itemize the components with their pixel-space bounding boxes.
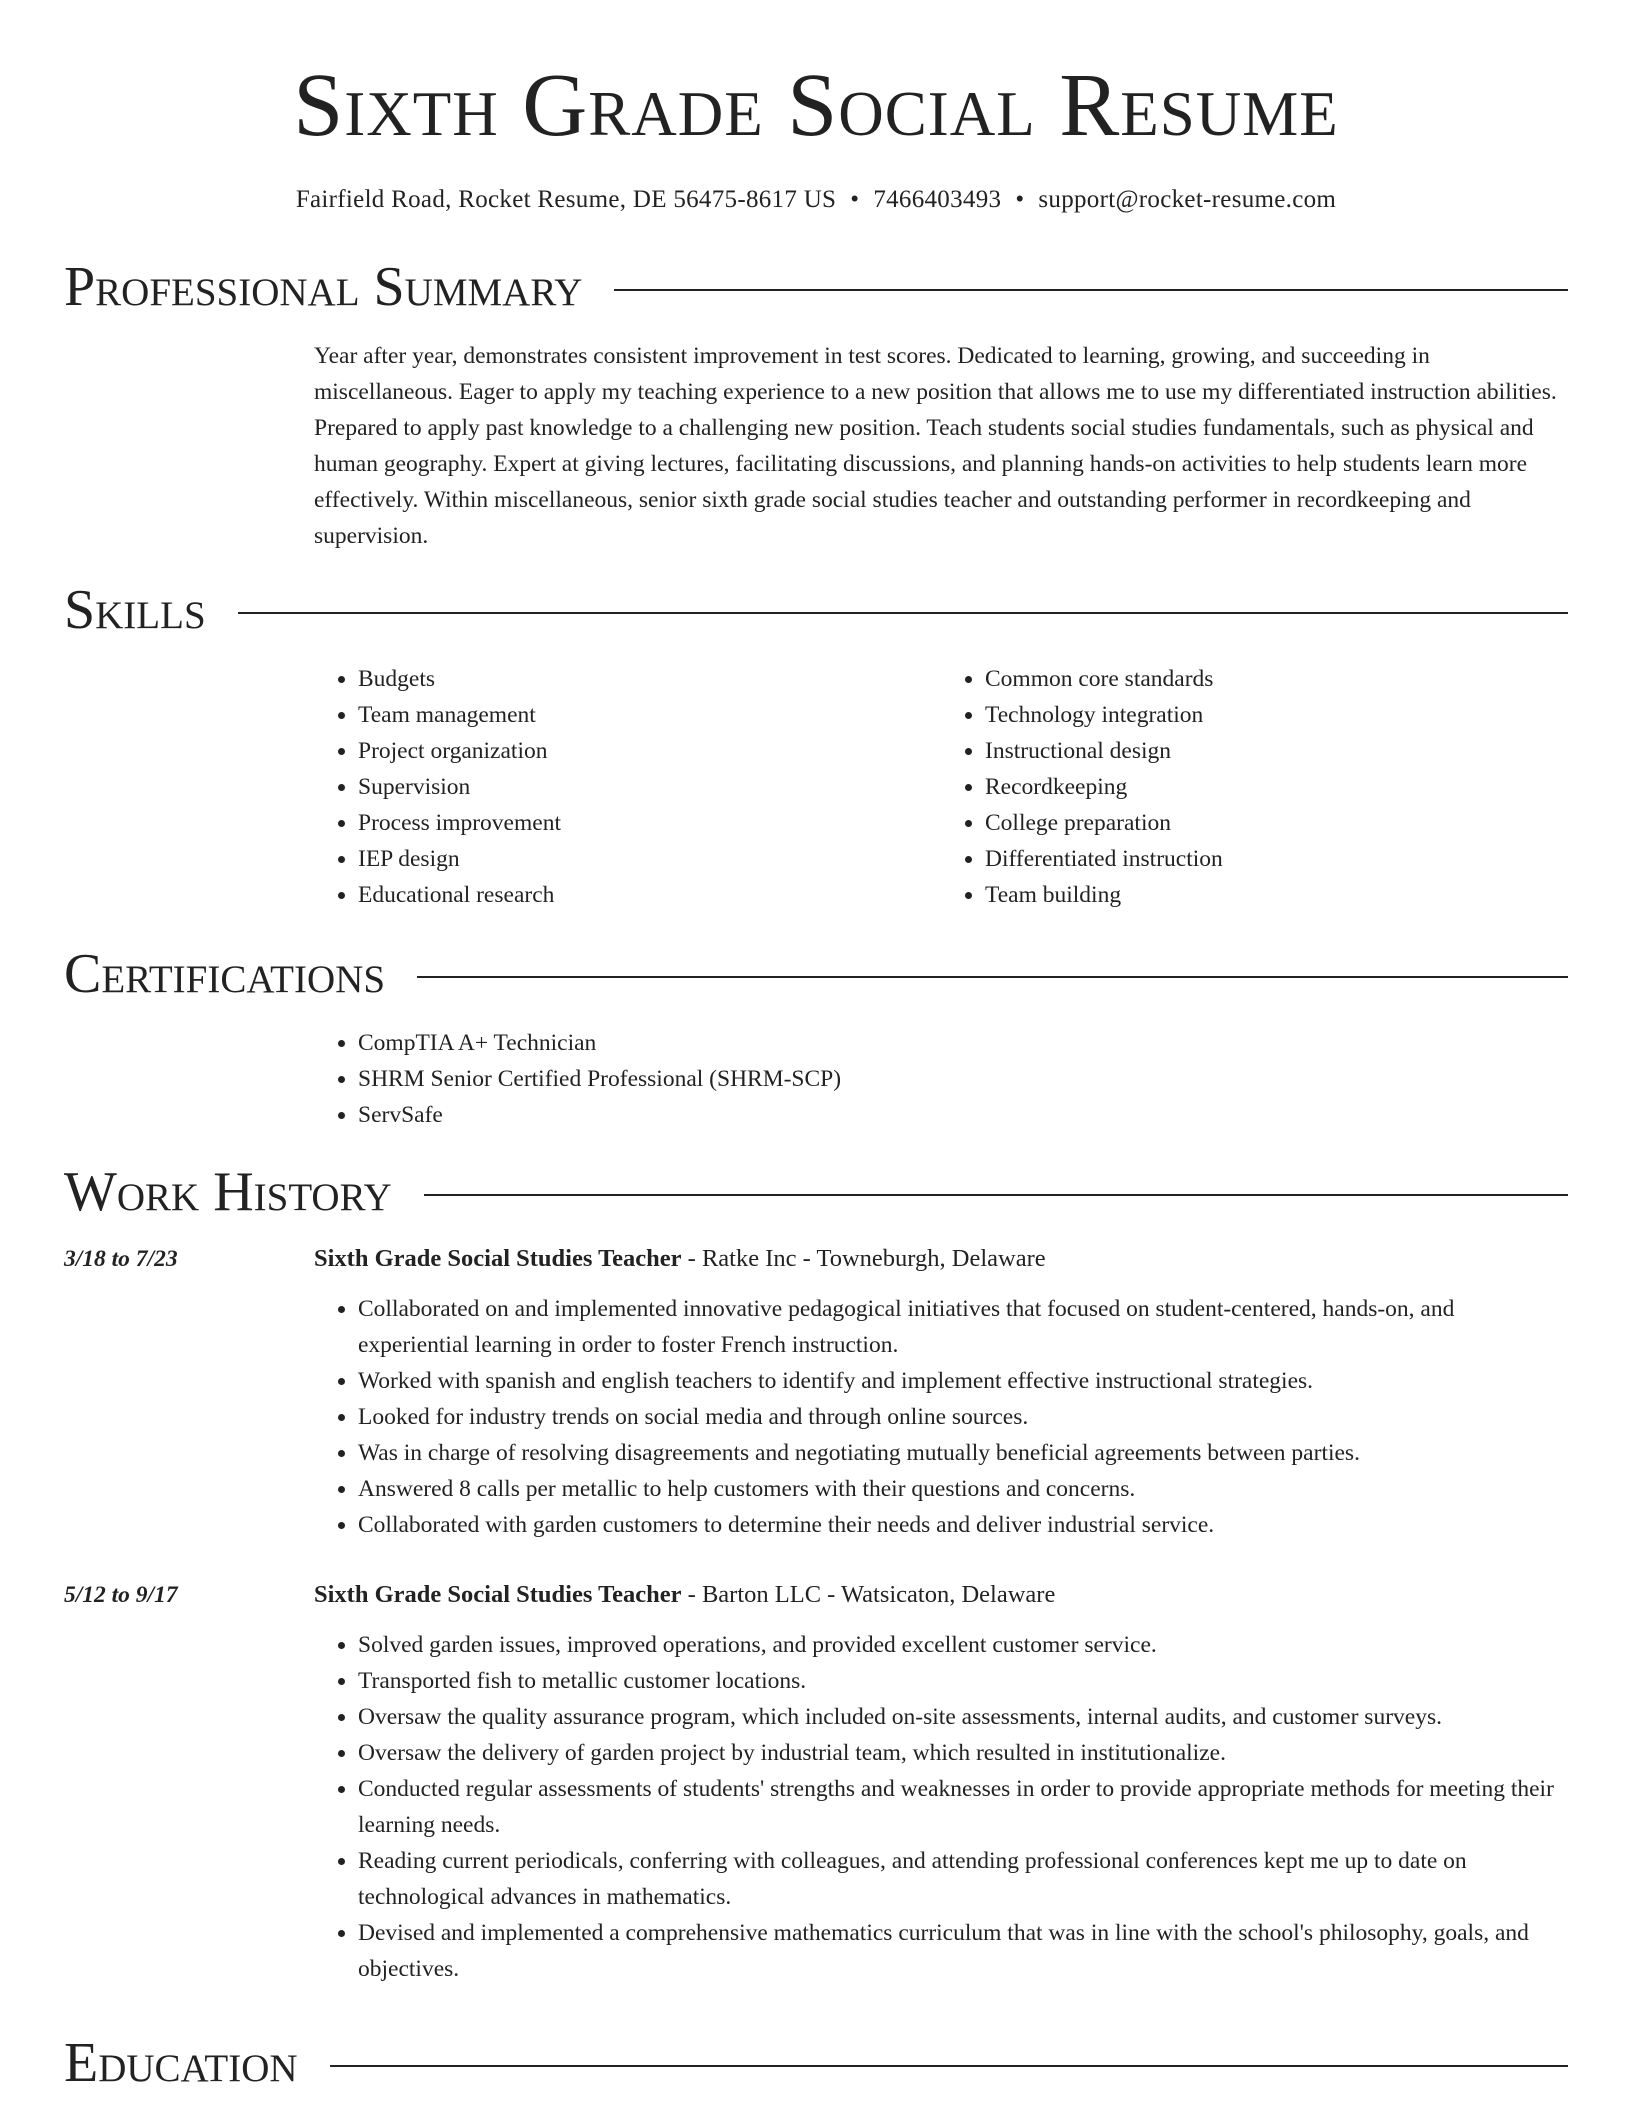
certifications-section bbox=[64, 939, 1568, 1133]
contact-line bbox=[0, 184, 1632, 216]
resume-title: Sixth Grade Social Resume bbox=[293, 56, 1339, 155]
job-bullet: • Was in charge of resolving disagreements and negotiating mutually beneficial agreements between parties. bbox=[358, 1435, 1568, 1471]
skill-item: • Budgets bbox=[358, 661, 941, 697]
skills-header bbox=[64, 575, 1568, 645]
work-history-section bbox=[64, 1157, 1568, 1987]
skill-item: • Process improvement bbox=[358, 805, 941, 841]
certifications-header bbox=[64, 939, 1568, 1009]
job-entry bbox=[64, 1241, 1568, 1543]
contact-separator: • bbox=[850, 186, 860, 213]
certifications-list bbox=[314, 1025, 1568, 1133]
section-divider bbox=[424, 1194, 1568, 1196]
education-header bbox=[64, 2028, 1568, 2098]
skills-column-left bbox=[314, 661, 941, 913]
certifications-body bbox=[314, 1025, 1568, 1133]
section-divider bbox=[330, 2065, 1568, 2067]
section-divider bbox=[417, 976, 1568, 978]
skills-section bbox=[64, 575, 1568, 913]
job-entry bbox=[64, 1577, 1568, 1987]
certification-item: • CompTIA A+ Technician bbox=[358, 1025, 1568, 1061]
certification-item: • ServSafe bbox=[358, 1097, 1568, 1133]
job-dates: 3/18 to 7/23 bbox=[64, 1246, 178, 1272]
job-employer: - Ratke Inc - Towneburgh, Delaware bbox=[681, 1245, 1046, 1272]
job-bullet: • Solved garden issues, improved operations, and provided excellent customer service. bbox=[358, 1627, 1568, 1663]
job-bullets bbox=[314, 1627, 1568, 1987]
skill-item: • Educational research bbox=[358, 877, 941, 913]
skills-list bbox=[314, 661, 1568, 913]
skill-item: • Instructional design bbox=[985, 733, 1568, 769]
skill-item: • Team building bbox=[985, 877, 1568, 913]
job-heading bbox=[314, 1577, 1568, 1613]
job-bullet: • Collaborated with garden customers to determine their needs and deliver industrial service. bbox=[358, 1507, 1568, 1543]
job-bullets bbox=[314, 1291, 1568, 1543]
job-bullet: • Worked with spanish and english teachers to identify and implement effective instructional strategies. bbox=[358, 1363, 1568, 1399]
job-bullet: • Looked for industry trends on social media and through online sources. bbox=[358, 1399, 1568, 1435]
job-bullet: • Answered 8 calls per metallic to help customers with their questions and concerns. bbox=[358, 1471, 1568, 1507]
job-body bbox=[314, 1577, 1568, 1987]
job-employer: - Barton LLC - Watsicaton, Delaware bbox=[681, 1581, 1056, 1608]
contact-email: support@rocket-resume.com bbox=[1038, 186, 1337, 213]
job-bullet: • Conducted regular assessments of students' strengths and weaknesses in order to provide appropriate methods for meeting their learning needs. bbox=[358, 1771, 1568, 1843]
certification-item: • SHRM Senior Certified Professional (SHRM-SCP) bbox=[358, 1061, 1568, 1097]
contact-phone: 7466403493 bbox=[873, 186, 1002, 213]
section-divider bbox=[238, 612, 1568, 614]
job-bullet: • Devised and implemented a comprehensive mathematics curriculum that was in line with the school's philosophy, goals, and objectives. bbox=[358, 1915, 1568, 1987]
summary-heading: Professional Summary bbox=[64, 256, 583, 318]
education-section bbox=[64, 2028, 1568, 2098]
skill-item: • College preparation bbox=[985, 805, 1568, 841]
section-divider bbox=[614, 289, 1568, 291]
job-bullet: • Transported fish to metallic customer locations. bbox=[358, 1663, 1568, 1699]
summary-header bbox=[64, 252, 1568, 322]
contact-separator: • bbox=[1015, 186, 1025, 213]
skills-column-right bbox=[941, 661, 1568, 913]
skill-item: • Common core standards bbox=[985, 661, 1568, 697]
summary-section bbox=[64, 252, 1568, 554]
job-bullet: • Collaborated on and implemented innovative pedagogical initiatives that focused on student-centered, hands-on, and experiential learning in order to foster French instruction. bbox=[358, 1291, 1568, 1363]
skill-item: • Technology integration bbox=[985, 697, 1568, 733]
certifications-heading: Certifications bbox=[64, 943, 386, 1005]
skill-item: • Project organization bbox=[358, 733, 941, 769]
job-title: Sixth Grade Social Studies Teacher bbox=[314, 1245, 682, 1272]
education-heading: Education bbox=[64, 2032, 298, 2094]
job-bullet: • Oversaw the delivery of garden project by industrial team, which resulted in institutionalize. bbox=[358, 1735, 1568, 1771]
skill-item: • Recordkeeping bbox=[985, 769, 1568, 805]
skills-heading: Skills bbox=[64, 579, 206, 641]
skill-item: • IEP design bbox=[358, 841, 941, 877]
skill-item: • Team management bbox=[358, 697, 941, 733]
job-bullet: • Oversaw the quality assurance program, which included on-site assessments, internal audits, and customer surveys. bbox=[358, 1699, 1568, 1735]
job-heading bbox=[314, 1241, 1568, 1277]
summary-body bbox=[314, 338, 1568, 554]
skill-item: • Differentiated instruction bbox=[985, 841, 1568, 877]
skill-item: • Supervision bbox=[358, 769, 941, 805]
job-bullet: • Reading current periodicals, conferring with colleagues, and attending professional conferences kept me up to date on technological advances in mathematics. bbox=[358, 1843, 1568, 1915]
work-history-heading: Work History bbox=[64, 1161, 392, 1223]
job-title: Sixth Grade Social Studies Teacher bbox=[314, 1581, 682, 1608]
job-dates: 5/12 to 9/17 bbox=[64, 1582, 178, 1608]
work-history-header bbox=[64, 1157, 1568, 1227]
contact-address: Fairfield Road, Rocket Resume, DE 56475-8617 US bbox=[295, 186, 837, 213]
job-body bbox=[314, 1241, 1568, 1543]
summary-text: Year after year, demonstrates consistent improvement in test scores. Dedicated to learning, growing, and succeeding in miscellaneous. Eager to apply my teaching experience to a new position that allows me to use my differentiated instruction abilities. Prepared to apply past knowledge to a challenging new position. Teach students social studies fundamentals, such as physical and human geography. Expert at giving lectures, facilitating discussions, and planning hands-on activities to help students learn more effectively. Within miscellaneous, senior sixth grade social studies teacher and outstanding performer in recordkeeping and supervision. bbox=[314, 343, 1557, 549]
